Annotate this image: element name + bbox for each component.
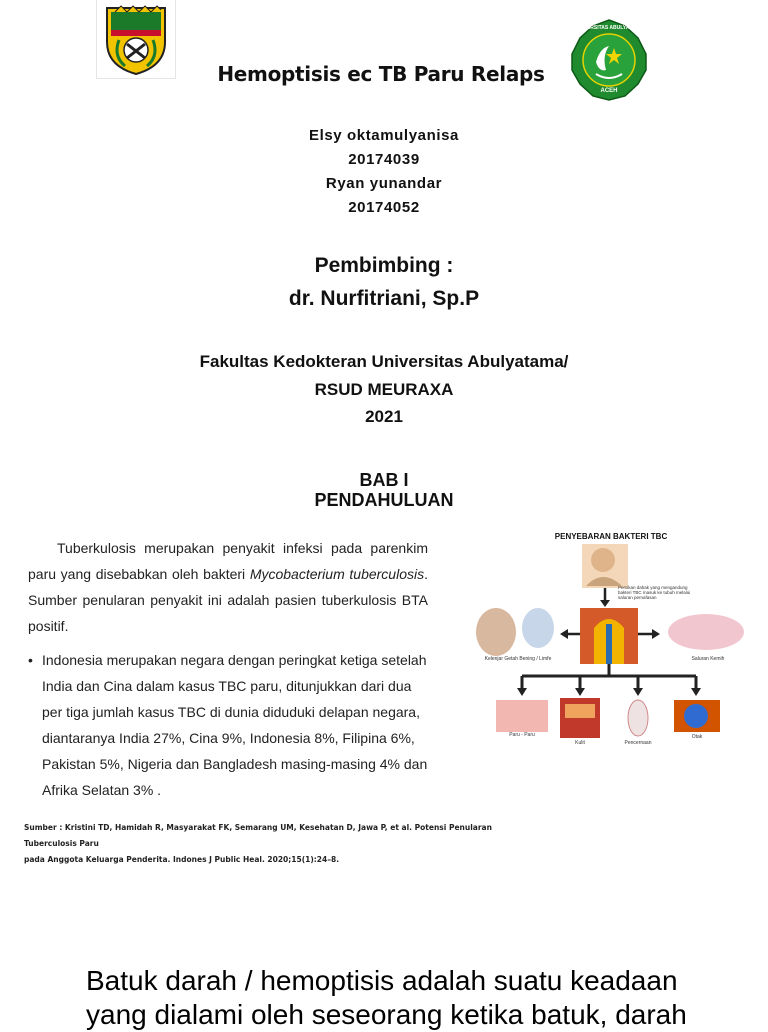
author-name: Elsy oktamulyanisa [308, 127, 460, 144]
source-citation [24, 820, 544, 868]
source-line: pada Anggota Keluarga Penderita. Indones J Public Heal. 2020;15(1):24–8. [24, 855, 340, 864]
figure-note: Percikan dahak yang mengandung bakteri TBC masuk ke tubuh melalui saluran pernafasan [618, 585, 691, 600]
year: 2021 [365, 407, 403, 426]
intro-text: . Sumber penularan penyakit ini adalah pasien tuberkulosis BTA positif. [28, 566, 428, 634]
document-title: Hemoptisis ec TB Paru Relaps [217, 62, 545, 86]
intro-text: Tuberkulosis merupakan penyakit infeksi pada parenkim paru yang disebabkan oleh bakteri [28, 540, 428, 582]
tbc-spread-figure [470, 528, 752, 754]
institution-name: Fakultas Kedokteran Universitas Abulyatama/ [199, 352, 569, 371]
chapter-title: PENDAHULUAN [314, 490, 454, 510]
figure-label-digestive: Pencernaan [624, 740, 652, 746]
author-id: 20174052 [348, 199, 420, 216]
figure-label-brain: Otak [691, 734, 703, 740]
supervisor-name: dr. Nurfitriani, Sp.P [288, 287, 480, 310]
figure-label-lymph: Kelenjar Getah Bening / Limfe [484, 656, 552, 662]
next-page-paragraph: Batuk darah / hemoptisis adalah suatu keadaan yang dialami oleh seseorang ketika batuk, darah [86, 965, 687, 1030]
source-line: Sumber : Kristini TD, Hamidah R, Masyarakat FK, Semarang UM, Kesehatan D, Jawa P, et al. Potensi Penularan Tuberculosis Paru [24, 823, 492, 848]
figure-label-skin: Kulit [575, 740, 585, 746]
figure-illustration [470, 528, 752, 754]
figure-title: PENYEBARAN BAKTERI TBC [554, 532, 668, 541]
logo-right-arc-text: UNIVERSITAS ABULYATAMA [574, 25, 644, 31]
intro-species-name: Mycobacterium tuberculosis [249, 566, 425, 582]
author-name: Ryan yunandar [325, 175, 443, 192]
university-logo-right [566, 18, 652, 102]
supervisor-label: Pembimbing : [314, 254, 454, 277]
intro-paragraph [28, 535, 428, 639]
bullet-item [28, 647, 428, 803]
bullet-marker: • [28, 652, 33, 668]
chapter-number: BAB I [359, 470, 409, 490]
bullet-text: Indonesia merupakan negara dengan peringkat ketiga setelah India dan Cina dalam kasus TBC paru, ditunjukkan dari dua per tiga jumlah kasus TBC di dunia diduduki delapan negara, diantaranya India 27%, Cina 9%, Indonesia 8%, Filipina 6%, Pakistan 5%, Nigeria dan Bangladesh masing-masing 4% dan Afrika Selatan 3% . [42, 652, 428, 798]
figure-label-urinary: Saluran Kemih [691, 656, 725, 662]
figure-label-lungs: Paru - Paru [509, 732, 535, 738]
hospital-name: RSUD MEURAXA [314, 380, 454, 399]
author-id: 20174039 [348, 151, 420, 168]
logo-right-bottom-text: ACEH [600, 88, 618, 94]
